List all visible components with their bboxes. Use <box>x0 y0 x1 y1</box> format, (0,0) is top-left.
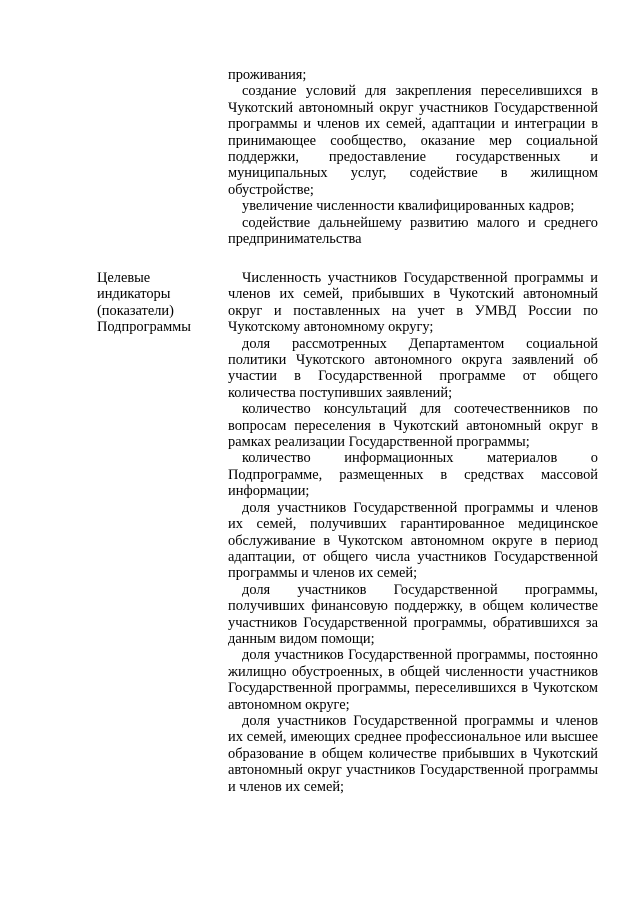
indicator-paragraph: доля участников Государственной программы и членов их семей, имеющих среднее профессиональное или высшее образование в общем количестве прибывших в Чукотский автономный округ участников Государственной программы и членов их семей; <box>228 712 598 795</box>
paragraph: создание условий для закрепления переселившихся в Чукотский автономный округ участников Государственной программы и членов их семей, адаптации и интеграции в принимающее сообщество, оказание мер социальной поддержки, предоставление государственных и муниципальных услуг, содействие в жилищном обустройстве; <box>228 83 598 198</box>
target-indicators-list <box>228 270 598 795</box>
paragraph: проживания; <box>228 67 307 83</box>
paragraph: увеличение численности квалифицированных кадров; <box>242 198 575 215</box>
indicator-paragraph: количество консультаций для соотечественников по вопросам переселения в Чукотский автономный округ в рамках реализации Государственной программы; <box>228 401 598 451</box>
indicator-paragraph: доля рассмотренных Департаментом социальной политики Чукотского автономного округа заявлений об участии в Государственной программе от общего количества поступивших заявлений; <box>228 335 598 401</box>
previous-section-continuation <box>228 67 598 247</box>
indicator-paragraph: доля участников Государственной программы и членов их семей, получивших гарантированное медицинское обслуживание в Чукотском автономном округе в период адаптации, от общего числа участников Государственной программы и членов их семей; <box>228 499 598 582</box>
section-label-line: (показатели) <box>97 302 174 319</box>
paragraph: содействие дальнейшему развитию малого и среднего предпринимательства <box>228 214 598 248</box>
section-label-line: индикаторы <box>97 286 171 303</box>
section-label-line: Целевые <box>97 270 151 286</box>
section-label <box>97 270 222 336</box>
indicator-paragraph: доля участников Государственной программы, получивших финансовую поддержку, в общем количестве участников Государственной программы, обратившихся за данным видом помощи; <box>228 581 598 647</box>
indicator-paragraph: доля участников Государственной программы, постоянно жилищно обустроенных, в общей численности участников Государственной программы, переселившихся в Чукотском автономном округе; <box>228 647 598 713</box>
indicator-paragraph: количество информационных материалов о Подпрограмме, размещенных в средствах массовой информации; <box>228 450 598 500</box>
section-label-line: Подпрограммы <box>97 319 191 336</box>
indicator-paragraph: Численность участников Государственной программы и членов их семей, прибывших в Чукотский автономный округ и поставленных на учет в УМВД России по Чукотскому автономному округу; <box>228 270 598 336</box>
